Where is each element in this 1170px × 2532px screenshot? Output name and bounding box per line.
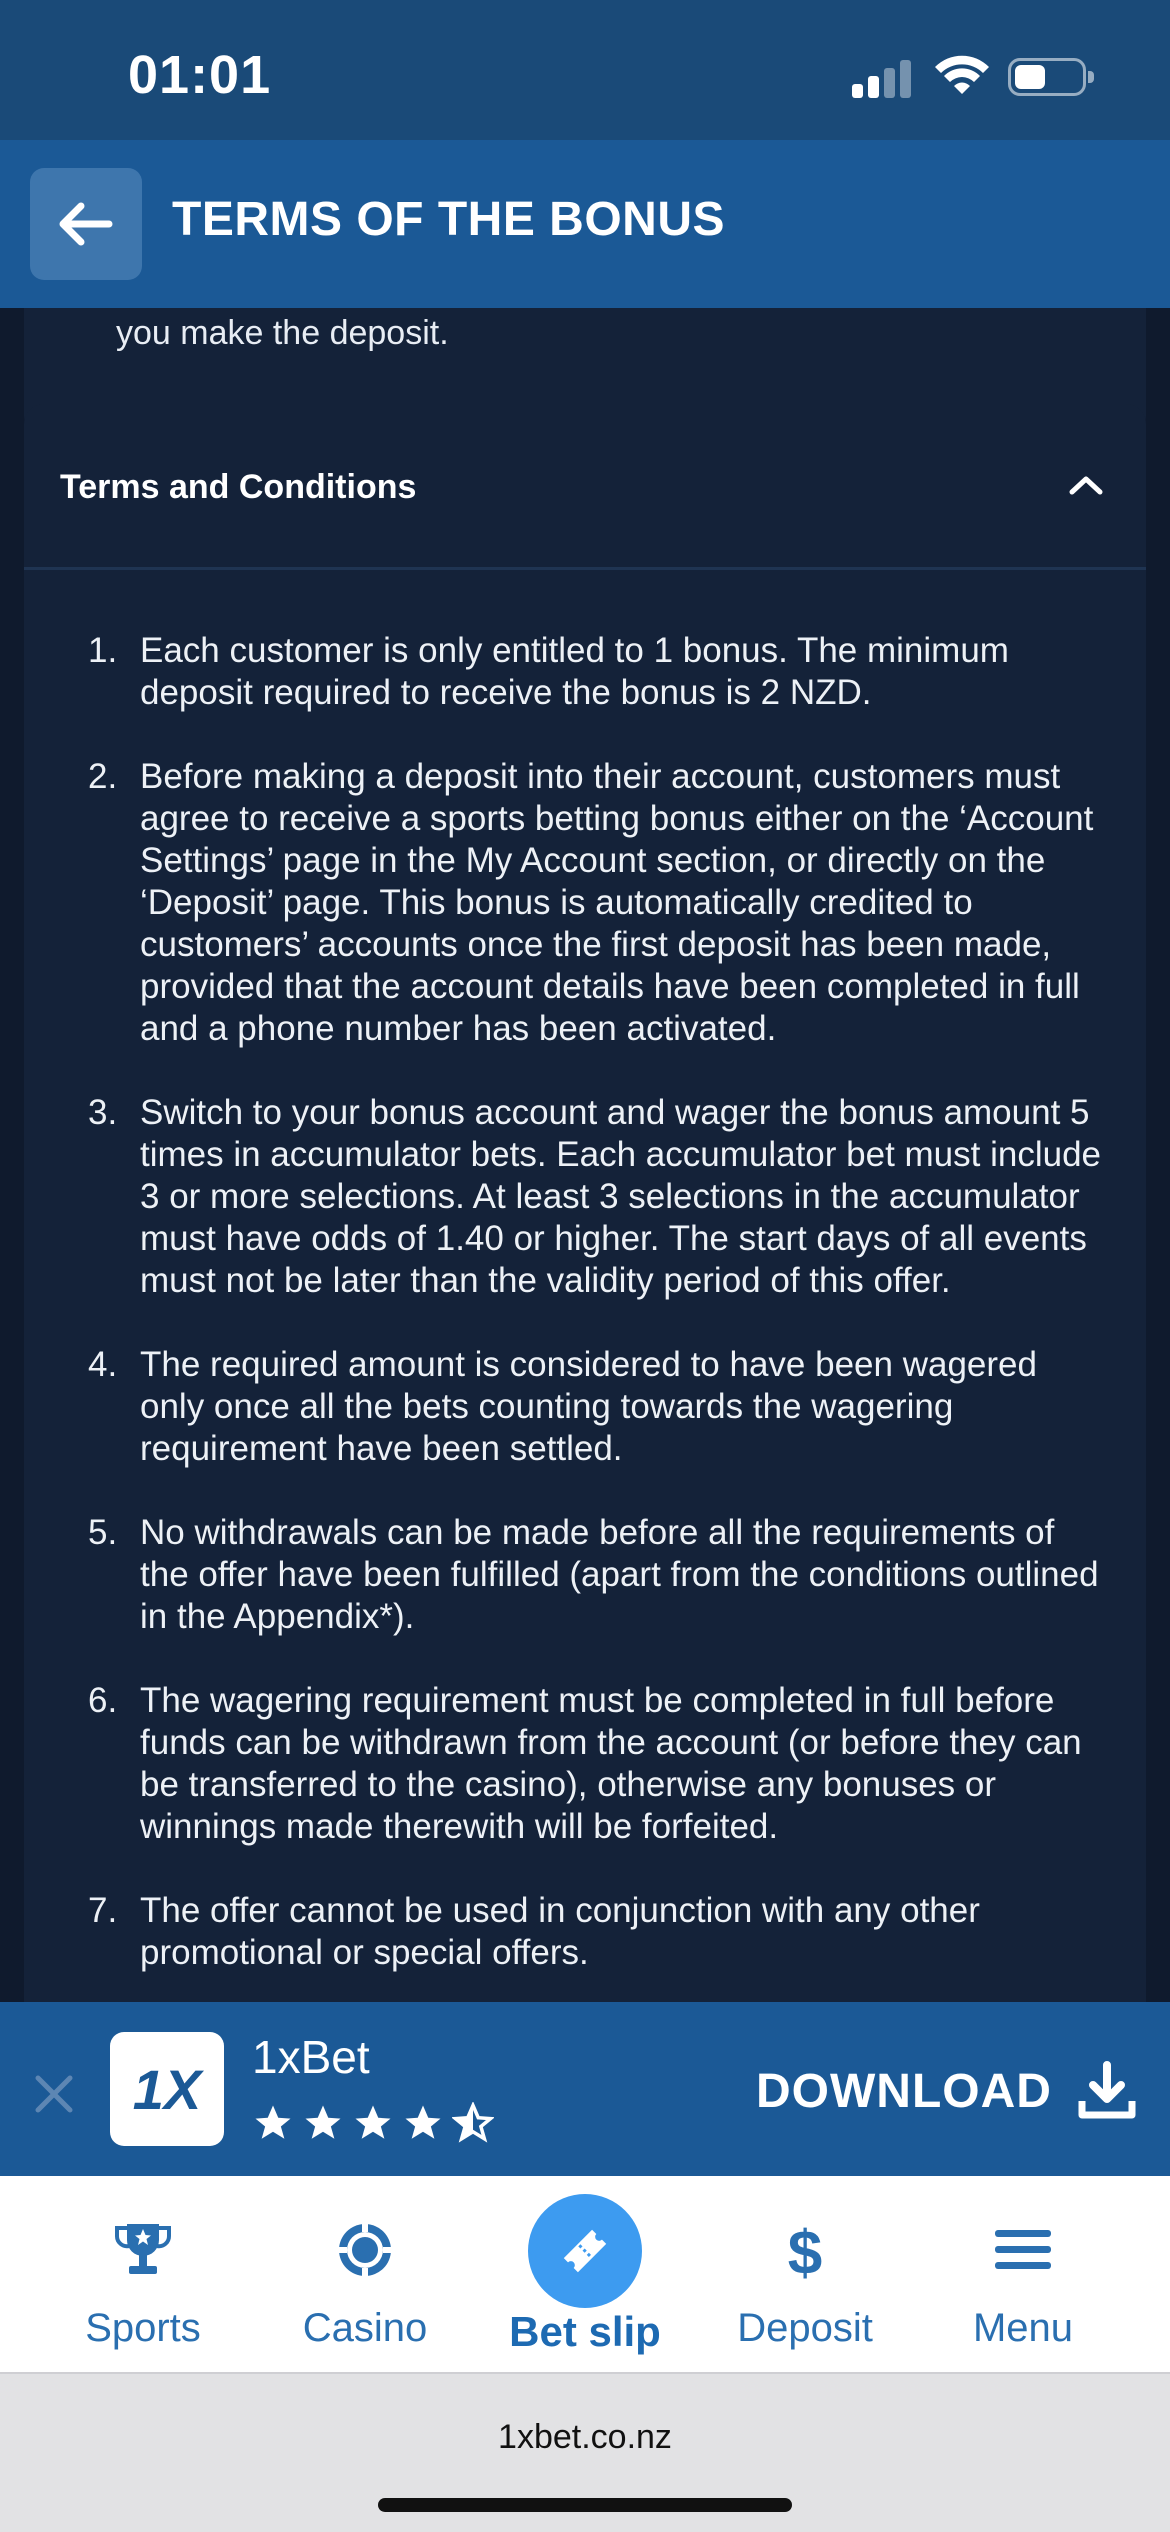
list-item: 6. The wagering requirement must be completed in full before funds can be withdrawn from the account (or before they can be transferred to the casino), otherwise any bonuses or winnings made therewith will be forfeited.: [88, 1681, 1082, 1846]
app-logo: [110, 2032, 224, 2146]
trophy-icon: [111, 2218, 175, 2282]
chip-icon: [333, 2218, 397, 2282]
tab-label: Menu: [972, 2306, 1074, 2350]
url-text[interactable]: 1xbet.co.nz: [498, 2418, 672, 2456]
app-name: 1xBet: [252, 2031, 370, 2083]
battery-icon: [1008, 58, 1086, 96]
list-item: 2. Before making a deposit into their account, customers must agree to receive a sports betting bonus either on the ‘Account Settings’ page in the My Account section, or directly on the ‘Deposit’ page. This bonus is automatically credited to customers’ accounts once the first deposit has been made, provided that the account details have been completed in full and a phone number has been activated.: [88, 757, 1094, 1048]
tab-label: Bet slip: [509, 2308, 661, 2355]
terms-accordion-header[interactable]: [24, 404, 1146, 570]
list-item: 4. The required amount is considered to have been wagered only once all the bets counting towards the wagering requirement have been settled.: [88, 1345, 1037, 1468]
tab-menu[interactable]: [906, 2176, 1140, 2372]
bet-slip-bubble: [528, 2194, 642, 2308]
back-button[interactable]: [30, 168, 142, 280]
dollar-icon: [773, 2218, 837, 2282]
tab-label: Casino: [302, 2306, 428, 2350]
previous-section-text: you make the deposit.: [116, 314, 449, 352]
tab-label: Sports: [85, 2306, 201, 2350]
1xbet-logo-icon: [119, 2059, 215, 2119]
list-item: 7. The offer cannot be used in conjunction with any other promotional or special offers.: [88, 1891, 980, 1972]
download-icon: [1078, 2061, 1136, 2121]
star-icon: [252, 2102, 294, 2144]
star-icon: [352, 2102, 394, 2144]
close-icon[interactable]: [34, 2074, 74, 2114]
hamburger-icon: [991, 2218, 1055, 2282]
star-icon: [402, 2102, 444, 2144]
bottom-tab-bar: [0, 2176, 1170, 2372]
tab-casino[interactable]: [248, 2176, 482, 2372]
terms-card: [24, 404, 1146, 2002]
arrow-left-icon: [59, 202, 113, 246]
tab-bet-slip[interactable]: [468, 2176, 702, 2372]
chevron-up-icon[interactable]: [1066, 470, 1106, 500]
page-title: TERMS OF THE BONUS: [172, 193, 726, 246]
wifi-icon: [934, 54, 990, 98]
half-star-icon: [452, 2102, 494, 2144]
star-icon: [302, 2102, 344, 2144]
list-item: 5. No withdrawals can be made before all the requirements of the offer have been fulfilled (apart from the conditions outlined in the Appendix*).: [88, 1513, 1099, 1636]
home-indicator[interactable]: [378, 2498, 792, 2512]
tab-deposit[interactable]: [688, 2176, 922, 2372]
tab-sports[interactable]: [26, 2176, 260, 2372]
status-time: 01:01: [128, 45, 272, 105]
status-bar: [0, 0, 1170, 140]
svg-text:1X: 1X: [132, 2059, 202, 2119]
content-scroll-area[interactable]: [0, 308, 1170, 2002]
terms-title: Terms and Conditions: [60, 468, 417, 506]
download-label: DOWNLOAD: [756, 2064, 1052, 2118]
tab-label: Deposit: [737, 2306, 873, 2350]
download-button[interactable]: [756, 2056, 1136, 2126]
terms-list: [24, 570, 1146, 2002]
page-header: [0, 140, 1170, 308]
list-item: 1. Each customer is only entitled to 1 bonus. The minimum deposit required to receive the bonus is 2 NZD.: [88, 631, 1009, 712]
cellular-signal-icon: [852, 58, 912, 98]
svg-text:$: $: [787, 2219, 823, 2282]
app-rating: [252, 2102, 494, 2144]
app-download-banner: [0, 2002, 1170, 2176]
ticket-icon: [555, 2221, 615, 2281]
browser-address-bar: [0, 2372, 1170, 2532]
list-item: 3. Switch to your bonus account and wager the bonus amount 5 times in accumulator bets. Each accumulator bet must include 3 or more selections. At least 3 selections in the accumulator must have odds of 1.40 or higher. The start days of all events must not be later than the validity period of this offer.: [88, 1093, 1101, 1300]
